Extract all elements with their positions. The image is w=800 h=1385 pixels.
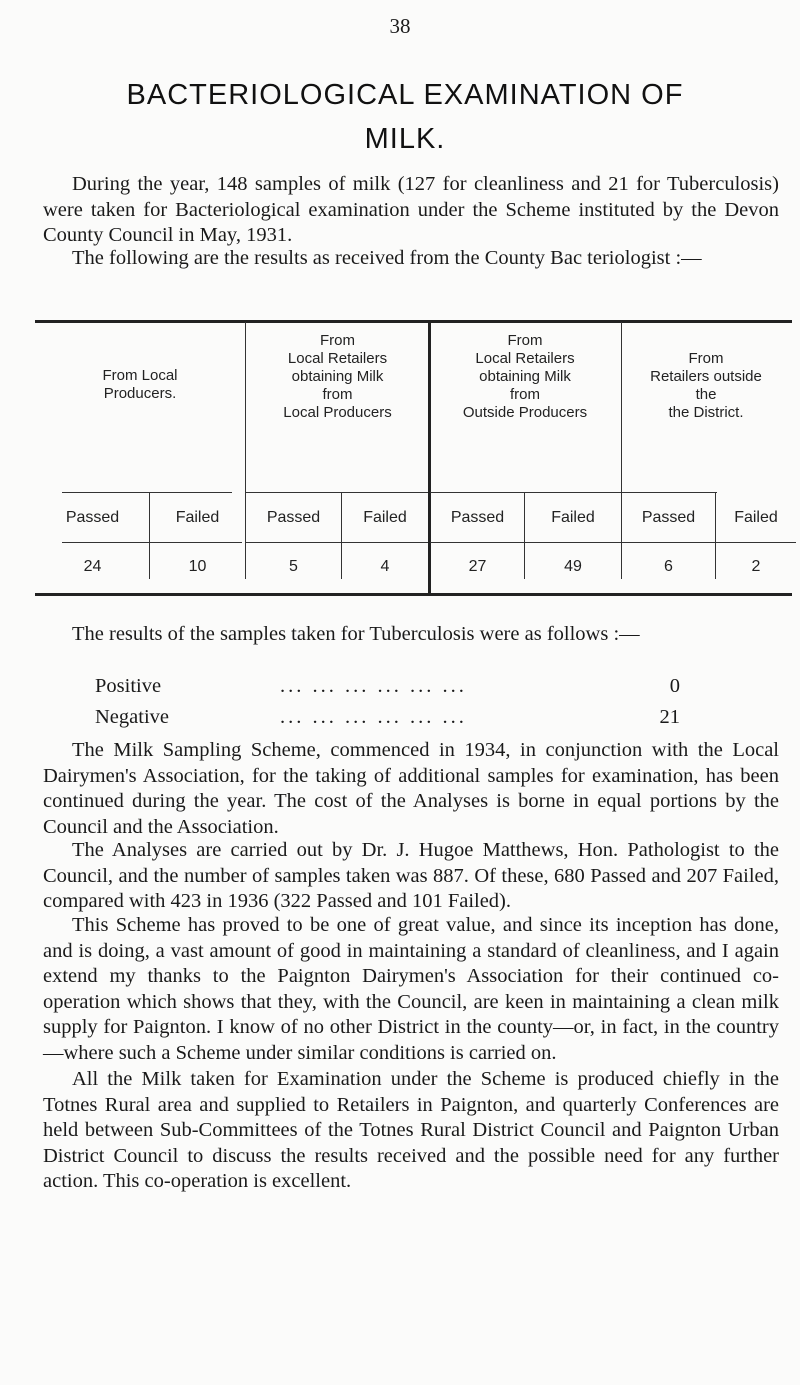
subheader-passed: Passed: [266, 509, 321, 526]
subheader-failed: Failed: [734, 509, 778, 526]
table-hline: [621, 542, 796, 543]
result-positive: [95, 675, 680, 701]
table-bottom-rule: [35, 593, 792, 596]
header-retailers-local: From Local Retailers obtaining Milk from Local Producers: [283, 332, 392, 421]
subheader-failed: Failed: [175, 509, 220, 526]
header-local-producers: From Local Producers.: [102, 367, 178, 402]
title-line-2: MILK.: [364, 123, 446, 155]
page-number: 38: [389, 14, 411, 38]
table-hline: [621, 492, 717, 493]
value-retailers-outside-producers-passed: 27: [468, 558, 487, 575]
positive-value: 0: [669, 675, 680, 697]
table-hline: [430, 492, 621, 493]
table-vline: [245, 322, 246, 410]
leader-dots: ... ... ... ... ... ...: [280, 706, 467, 728]
page-title: [40, 73, 770, 161]
value-retailers-outside-district-failed: 2: [751, 558, 761, 575]
subheader-failed: Failed: [551, 509, 595, 526]
leader-dots: ... ... ... ... ... ...: [280, 675, 467, 697]
value-retailers-local-failed: 4: [380, 558, 390, 575]
paragraph-sampling-scheme: The Milk Sampling Scheme, commenced in 1934, in conjunction with the Local Dairymen's Association, for the taking of additional samples for examination, has been continued during the year. The cost of the Analyses is borne in equal portions by the Council and the Association.: [43, 739, 779, 838]
paragraph-scheme-value: This Scheme has proved to be one of great value, and since its inception has done, and is doing, a vast amount of good in maintaining a standard of cleanliness, and I again extend my thanks to the Paignton Dairymen's Association for their continued co-operation which shows that they, with the Council, are keen in maintaining a clean milk supply for Paignton. I know of no other District in the county—or, in fact, in the country—where such a Scheme under similar conditions is carried on.: [43, 914, 779, 1064]
paragraph-totnes: All the Milk taken for Examination under the Scheme is produced chiefly in the Totnes Rural area and supplied to Retailers in Paignton, and quarterly Conferences are held between Sub-Committees of the Totnes Rural District Council and Paignton Urban District Council to discuss the results received and the possible need for any further action. This co-operation is excellent.: [43, 1068, 779, 1192]
title-line-1: BACTERIOLOGICAL EXAMINATION OF: [126, 79, 684, 111]
value-retailers-outside-district-passed: 6: [664, 558, 673, 575]
table-vline: [621, 322, 622, 410]
result-negative: [95, 706, 680, 732]
table-vline: [245, 410, 246, 579]
negative-label: Negative: [95, 706, 169, 728]
paragraph-analyses: The Analyses are carried out by Dr. J. Hugoe Matthews, Hon. Pathologist to the Council, and the number of samples taken was 887. Of these, 680 Passed and 207 Failed, compared with 423 in 1936 (322 Passed and 101 Failed).: [43, 839, 779, 912]
positive-label: Positive: [95, 675, 162, 697]
subheader-failed: Failed: [363, 509, 407, 526]
table-vline: [428, 322, 431, 410]
header-retailers-outside-district: From Retailers outside the the District.: [650, 350, 762, 421]
value-local-producers-passed: 24: [83, 558, 102, 575]
subheader-passed: Passed: [641, 509, 696, 526]
header-retailers-outside-producers: From Local Retailers obtaining Milk from Outside Producers: [462, 332, 588, 421]
table-top-rule: [35, 320, 792, 323]
negative-value: 21: [659, 706, 680, 728]
table-vline: [621, 410, 622, 579]
results-table: [35, 320, 795, 421]
subheader-passed: Passed: [450, 509, 505, 526]
paragraph-intro: During the year, 148 samples of milk (127 for cleanliness and 21 for Tuberculosis) were taken for Bacteriological examination under the Scheme instituted by the Devon County Council in May, 1931.: [43, 173, 779, 246]
table-hline: [430, 542, 621, 543]
table-hline: [245, 542, 428, 543]
paragraph-following: The following are the results as received from the County Bac teriologist :—: [72, 247, 702, 269]
table-hline: [245, 492, 428, 493]
table-hline: [62, 492, 232, 493]
value-local-producers-failed: 10: [188, 558, 207, 575]
table-hline: [62, 542, 242, 543]
value-retailers-outside-producers-failed: 49: [564, 558, 582, 575]
paragraph-tuberculosis: The results of the samples taken for Tuberculosis were as follows :—: [72, 623, 640, 645]
value-retailers-local-passed: 5: [289, 558, 298, 575]
subheader-passed: Passed: [65, 509, 120, 526]
